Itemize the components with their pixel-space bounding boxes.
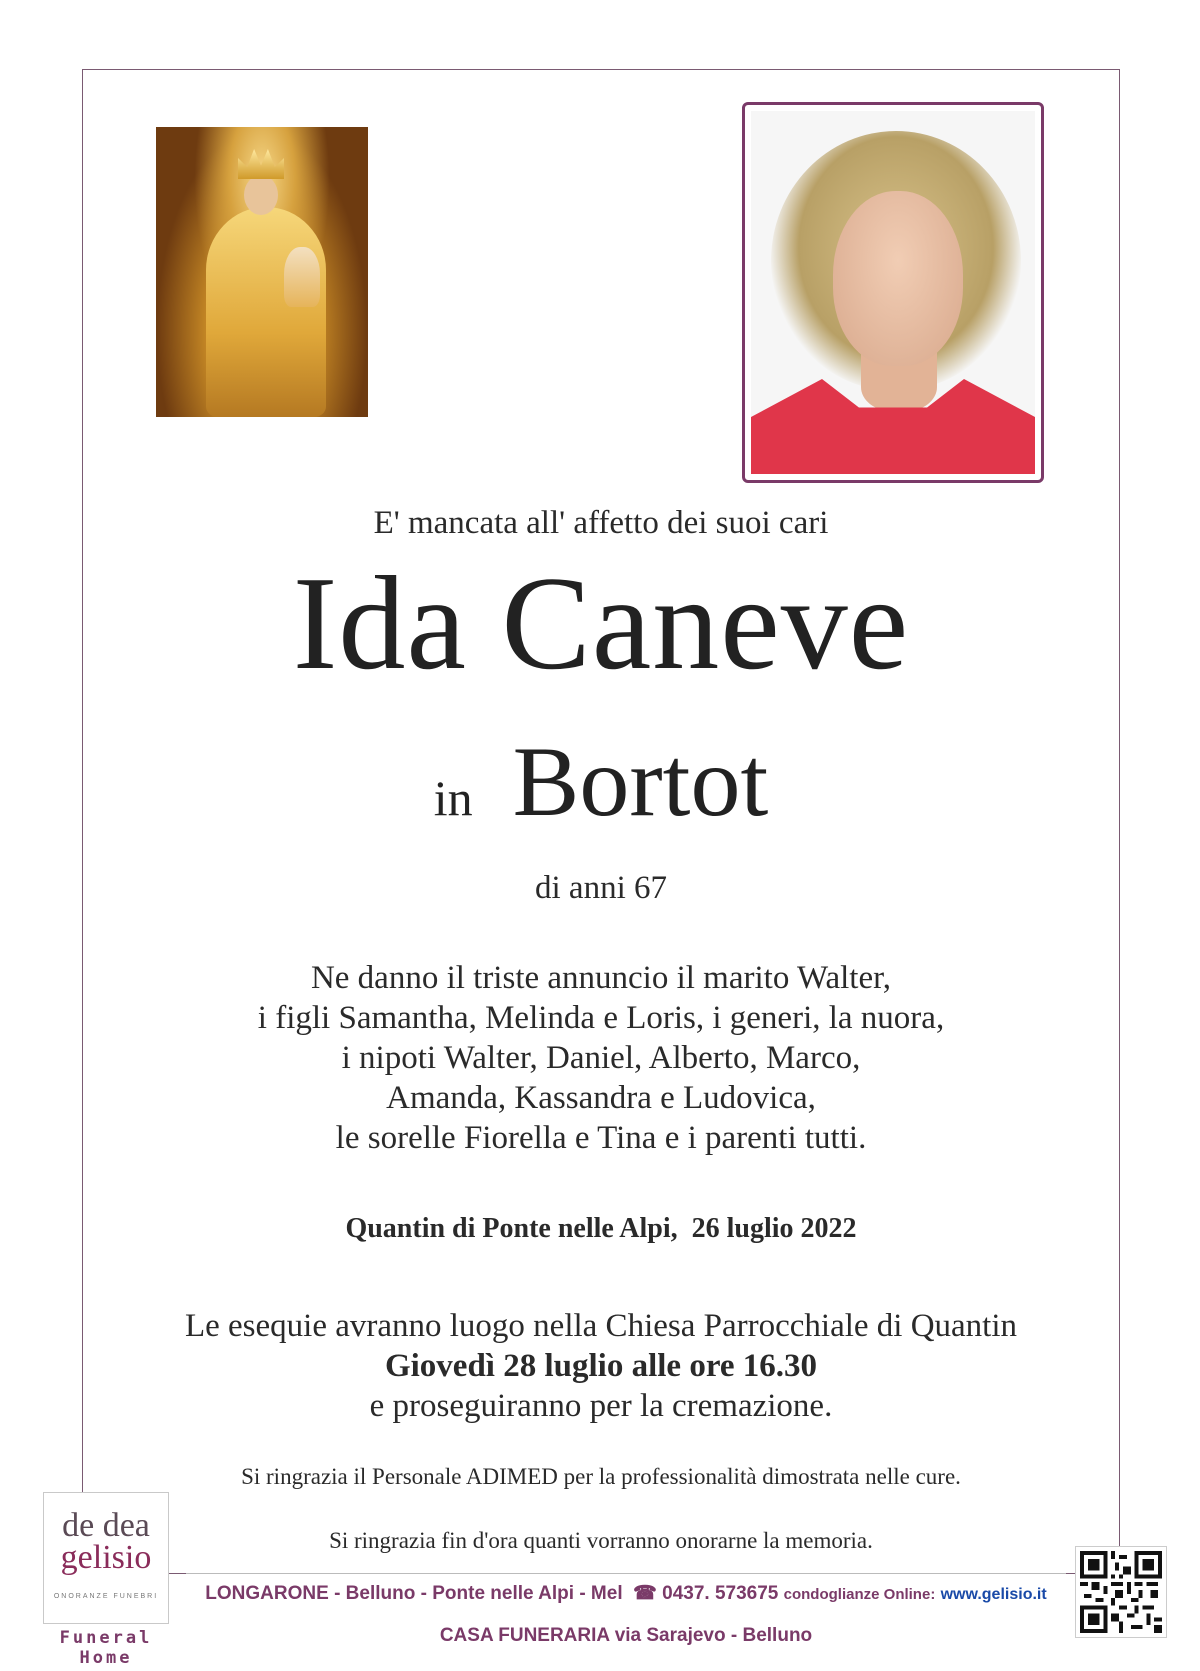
- age-text: di anni 67: [535, 870, 667, 906]
- portrait-frame: [742, 102, 1044, 483]
- deceased-name: Ida Caneve: [292, 549, 910, 697]
- footer-divider: [186, 1573, 1066, 1574]
- phone-number: 0437. 573675: [662, 1583, 779, 1604]
- qr-code-icon: [1080, 1551, 1162, 1633]
- logo-subtitle: ONORANZE FUNEBRI: [53, 1593, 159, 1600]
- announcement-line: Amanda, Kassandra e Ludovica,: [386, 1080, 816, 1116]
- qr-code[interactable]: [1075, 1546, 1167, 1638]
- madonna-image: [156, 127, 368, 417]
- married-name-line: [82, 727, 1120, 853]
- phone-icon: ☎: [627, 1583, 663, 1604]
- announcement-line: i nipoti Walter, Daniel, Alberto, Marco,: [341, 1040, 861, 1076]
- logo-line2: gelisio: [60, 1539, 152, 1576]
- announcement: [82, 958, 1120, 1158]
- condolences-label: condoglianze Online:: [783, 1586, 936, 1603]
- funeral-location: Le esequie avranno luogo nella Chiesa Parrocchiale di Quantin: [184, 1308, 1018, 1344]
- announcement-line: Ne danno il triste annuncio il marito Walter,: [310, 960, 892, 996]
- footer-contacts: [186, 1582, 1066, 1605]
- footer-address: CASA FUNERARIA via Sarajevo - Belluno: [439, 1625, 813, 1646]
- funeral-continuation: e proseguiranno per la cremazione.: [369, 1388, 833, 1424]
- announcement-line: le sorelle Fiorella e Tina e i parenti tutti.: [335, 1120, 867, 1156]
- footer-locations: LONGARONE - Belluno - Ponte nelle Alpi - Mel: [205, 1583, 623, 1604]
- married-name: Bortot: [512, 726, 769, 837]
- intro-text: E' mancata all' affetto dei suoi cari: [373, 505, 829, 541]
- thanks-staff: Si ringrazia il Personale ADIMED per la professionalità dimostrata nelle cure.: [241, 1464, 961, 1489]
- portrait-photo: [751, 111, 1035, 474]
- logo-line1: de dea: [62, 1507, 150, 1544]
- website-link[interactable]: www.gelisio.it: [940, 1586, 1047, 1603]
- funeral-datetime: Giovedì 28 luglio alle ore 16.30: [384, 1348, 818, 1384]
- thanks-general: Si ringrazia fin d'ora quanti vorranno onorarne la memoria.: [329, 1528, 873, 1553]
- married-prefix: in: [433, 770, 473, 826]
- funeral-home-logo: [43, 1492, 169, 1624]
- announcement-line: i figli Samantha, Melinda e Loris, i generi, la nuora,: [257, 1000, 945, 1036]
- place-date: Quantin di Ponte nelle Alpi, 26 luglio 2022: [345, 1213, 857, 1244]
- funeral-home-label: Funeral Home: [59, 1628, 153, 1668]
- funeral-details: [82, 1306, 1120, 1426]
